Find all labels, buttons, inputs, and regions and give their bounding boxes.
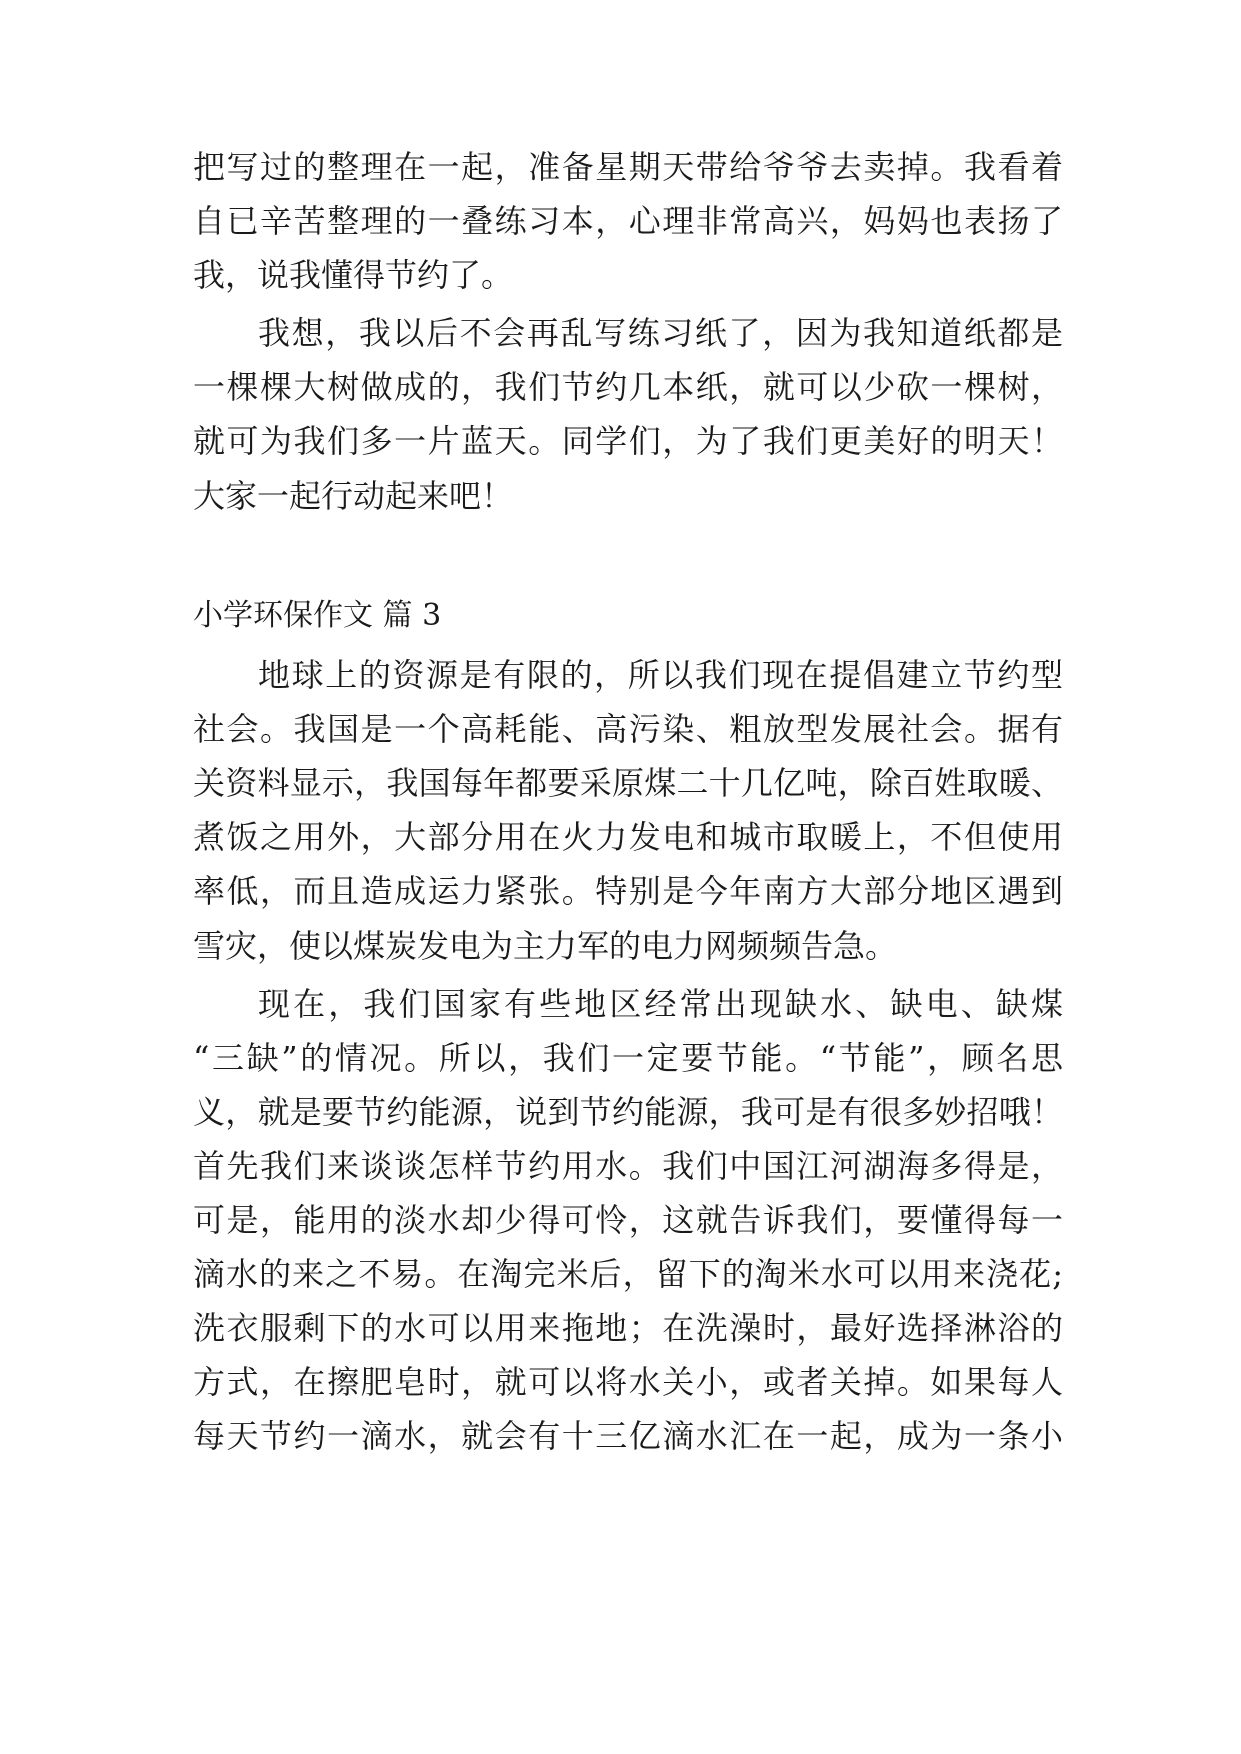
paragraph-line: 现在，我们国家有些地区经常出现缺水、缺电、缺煤	[258, 985, 1063, 1023]
paragraph-line: 我，说我懂得节约了。	[193, 256, 514, 294]
paragraph-line: 我想，我以后不会再乱写练习纸了，因为我知道纸都是	[258, 314, 1063, 352]
section-heading: 小学环保作文 篇 3	[193, 598, 442, 633]
paragraph-line: 义，就是要节约能源，说到节约能源，我可是有很多妙招哦！	[193, 1093, 1063, 1131]
paragraph-line: 煮饭之用外，大部分用在火力发电和城市取暖上，不但使用	[193, 818, 1063, 856]
paragraph-line: 滴水的来之不易。在淘完米后，留下的淘米水可以用来浇花;	[193, 1255, 1063, 1293]
paragraph-line: “三缺”的情况。所以，我们一定要节能。“节能”，顾名思	[193, 1039, 1063, 1077]
paragraph-line: 关资料显示，我国每年都要采原煤二十几亿吨，除百姓取暖、	[193, 764, 1063, 802]
paragraph-line: 方式，在擦肥皂时，就可以将水关小，或者关掉。如果每人	[193, 1363, 1063, 1401]
paragraph-line: 大家一起行动起来吧！	[193, 477, 514, 515]
paragraph-line: 率低，而且造成运力紧张。特别是今年南方大部分地区遇到	[193, 872, 1063, 910]
paragraph-line: 社会。我国是一个高耗能、高污染、粗放型发展社会。据有	[193, 710, 1063, 748]
paragraph-line: 每天节约一滴水，就会有十三亿滴水汇在一起，成为一条小	[193, 1417, 1063, 1455]
paragraph-line: 把写过的整理在一起，准备星期天带给爷爷去卖掉。我看着	[193, 148, 1063, 186]
paragraph-line: 一棵棵大树做成的，我们节约几本纸，就可以少砍一棵树，	[193, 368, 1063, 406]
paragraph-line: 可是，能用的淡水却少得可怜，这就告诉我们，要懂得每一	[193, 1201, 1063, 1239]
paragraph-line: 自已辛苦整理的一叠练习本，心理非常高兴，妈妈也表扬了	[193, 202, 1063, 240]
paragraph-line: 雪灾，使以煤炭发电为主力军的电力网频频告急。	[193, 927, 898, 965]
paragraph-line: 就可为我们多一片蓝天。同学们，为了我们更美好的明天！	[193, 422, 1063, 460]
paragraph-line: 洗衣服剩下的水可以用来拖地；在洗澡时，最好选择淋浴的	[193, 1309, 1063, 1347]
paragraph-line: 地球上的资源是有限的，所以我们现在提倡建立节约型	[258, 656, 1063, 694]
paragraph-line: 首先我们来谈谈怎样节约用水。我们中国江河湖海多得是，	[193, 1147, 1063, 1185]
